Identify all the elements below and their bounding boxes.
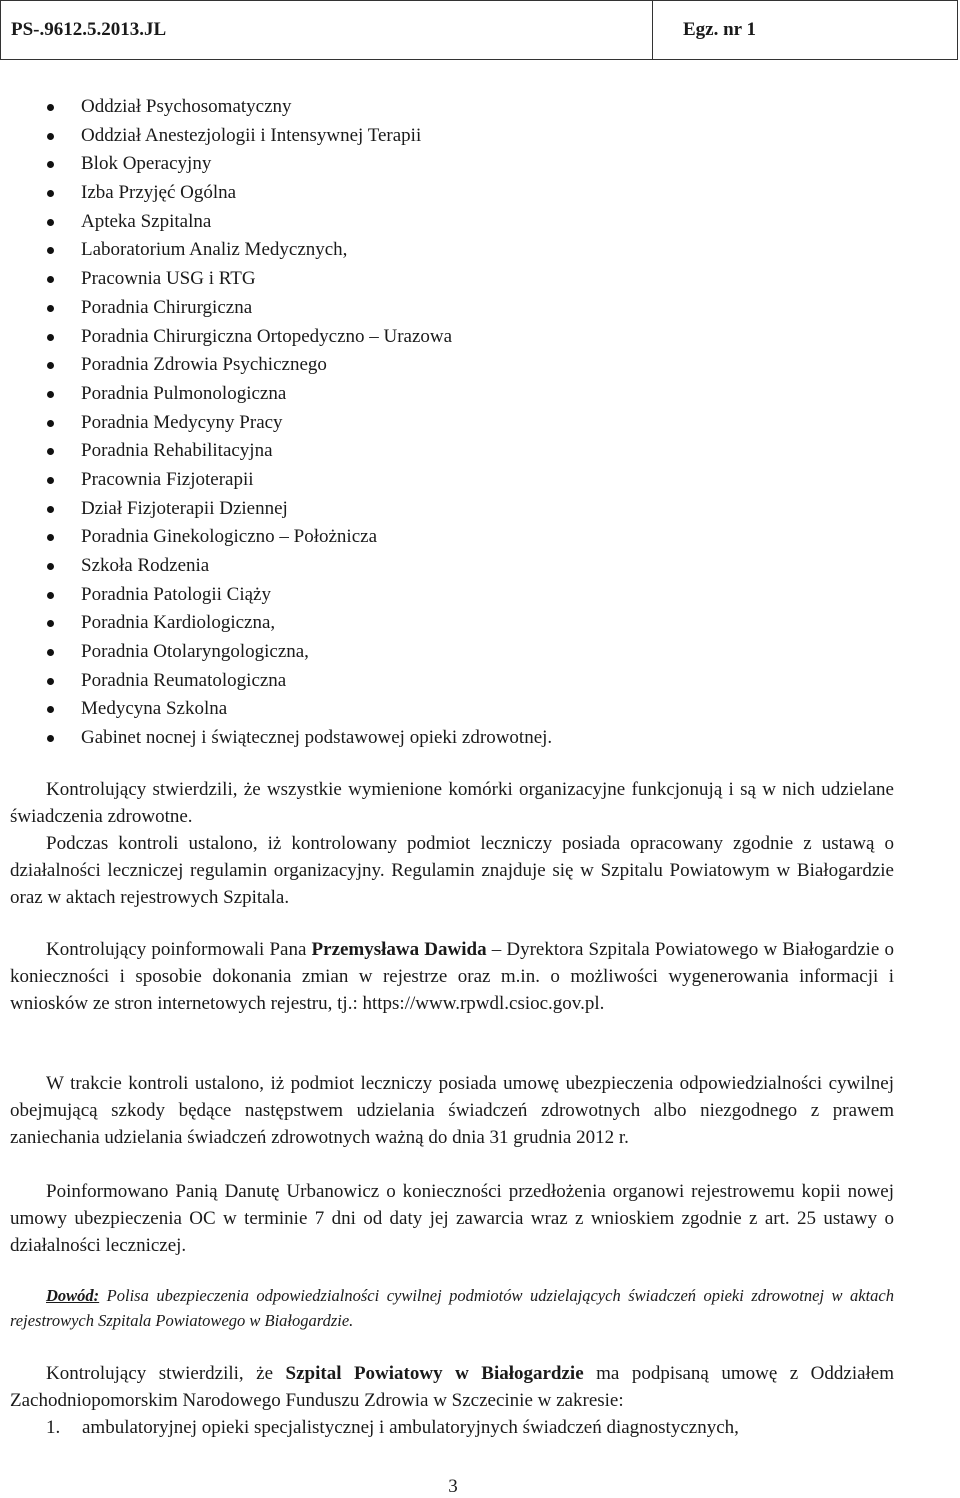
evidence-label: Dowód:: [46, 1286, 100, 1305]
copy-number: Egz. nr 1: [683, 19, 757, 40]
page-number: 3: [448, 1476, 458, 1497]
evidence-note: Dowód: Polisa ubezpieczenia odpowiedzialności cywilnej podmiotów udzielających świadczeń opieki zdrowotnej w aktach rejestrowych Szpitala Powiatowego w Białogardzie.: [10, 1286, 895, 1330]
list-item: Medycyna Szkolna: [0, 695, 552, 724]
bullet-icon: [47, 735, 54, 742]
list-item: Poradnia Ginekologiczno – Położnicza: [0, 523, 552, 552]
bullet-icon: [47, 276, 54, 283]
list-item: Dział Fizjoterapii Dziennej: [0, 495, 552, 524]
bullet-icon: [47, 448, 54, 455]
list-item: Poradnia Otolaryngologiczna,: [0, 638, 552, 667]
list-item: Poradnia Rehabilitacyjna: [0, 437, 552, 466]
bullet-icon: [47, 477, 54, 484]
bullet-icon: [47, 219, 54, 226]
list-item: Izba Przyjęć Ogólna: [0, 179, 552, 208]
list-item: Poradnia Reumatologiczna: [0, 667, 552, 696]
bullet-icon: [47, 161, 54, 168]
paragraph-registry-info: Kontrolujący poinformowali Pana Przemysława Dawida – Dyrektora Szpitala Powiatowego w Białogardzie o konieczności i sposobie dokonania zmian w rejestrze oraz m.in. o możliwości wygenerowania informacji i wniosków ze stron internetowych rejestru, tj.: https://www.rpwdl.csioc.gov.pl.: [10, 939, 895, 1014]
organizational-units-list: [0, 93, 552, 753]
bullet-icon: [47, 104, 54, 111]
numbered-item: 1. ambulatoryjnej opieki specjalistycznej i ambulatoryjnych świadczeń diagnostycznych,: [46, 1417, 739, 1438]
bullet-icon: [47, 534, 54, 541]
bullet-icon: [47, 247, 54, 254]
bullet-icon: [47, 133, 54, 140]
bullet-icon: [47, 334, 54, 341]
list-item: Pracownia USG i RTG: [0, 265, 552, 294]
case-number: PS-.9612.5.2013.JL: [1, 1, 653, 59]
paragraph-units-functioning: Kontrolujący stwierdzili, że wszystkie wymienione komórki organizacyjne funkcjonują i są w nich udzielane świadczenia zdrowotne.: [10, 779, 894, 827]
hospital-name: Szpital Powiatowy w Białogardzie: [285, 1363, 584, 1384]
paragraph-insurance: W trakcie kontroli ustalono, iż podmiot leczniczy posiada umowę ubezpieczenia odpowiedzialności cywilnej obejmującą szkody będące następstwem udzielania świadczeń zdrowotnych albo niezgodnego z prawem zaniechania udzielania świadczeń zdrowotnych ważną do dnia 31 grudnia 2012 r.: [10, 1073, 894, 1148]
bullet-icon: [47, 649, 54, 656]
document-header: [0, 0, 958, 60]
bullet-icon: [47, 305, 54, 312]
list-item: Szkoła Rodzenia: [0, 552, 552, 581]
list-item: Laboratorium Analiz Medycznych,: [0, 236, 552, 265]
list-item: Apteka Szpitalna: [0, 208, 552, 237]
list-item: Poradnia Medycyny Pracy: [0, 409, 552, 438]
bullet-icon: [47, 563, 54, 570]
director-name: Przemysława Dawida: [311, 939, 487, 960]
list-item: Poradnia Chirurgiczna: [0, 294, 552, 323]
list-item: Blok Operacyjny: [0, 150, 552, 179]
bullet-icon: [47, 506, 54, 513]
bullet-icon: [47, 620, 54, 627]
paragraph-nfz-contract: Kontrolujący stwierdzili, że Szpital Powiatowy w Białogardzie ma podpisaną umowę z Oddziałem Zachodniopomorskim Narodowego Funduszu Zdrowia w Szczecinie w zakresie:: [10, 1363, 895, 1411]
bullet-icon: [47, 706, 54, 713]
bullet-icon: [47, 420, 54, 427]
paragraph-regulations: Podczas kontroli ustalono, iż kontrolowany podmiot leczniczy posiada opracowany zgodnie z ustawą o działalności leczniczej regulamin organizacyjny. Regulamin znajduje się w Szpitalu Powiatowym w Białogardzie oraz w aktach rejestrowych Szpitala.: [10, 833, 894, 908]
list-item: Poradnia Patologii Ciąży: [0, 581, 552, 610]
list-item: Gabinet nocnej i świątecznej podstawowej opieki zdrowotnej.: [0, 724, 552, 753]
bullet-icon: [47, 592, 54, 599]
bullet-icon: [47, 391, 54, 398]
list-item: Oddział Psychosomatyczny: [0, 93, 552, 122]
list-item: Pracownia Fizjoterapii: [0, 466, 552, 495]
paragraph-insurance-copy: Poinformowano Panią Danutę Urbanowicz o konieczności przedłożenia organowi rejestrowemu kopii nowej umowy ubezpieczenia OC w terminie 7 dni od daty jej zawarcia wraz z wnioskiem zgodnie z art. 25 ustawy o działalności leczniczej.: [10, 1181, 894, 1256]
list-item: Oddział Anestezjologii i Intensywnej Terapii: [0, 122, 552, 151]
bullet-icon: [47, 190, 54, 197]
bullet-icon: [47, 362, 54, 369]
list-item: Poradnia Chirurgiczna Ortopedyczno – Urazowa: [0, 323, 552, 352]
bullet-icon: [47, 678, 54, 685]
list-item: Poradnia Kardiologiczna,: [0, 609, 552, 638]
list-item: Poradnia Pulmonologiczna: [0, 380, 552, 409]
list-item: Poradnia Zdrowia Psychicznego: [0, 351, 552, 380]
